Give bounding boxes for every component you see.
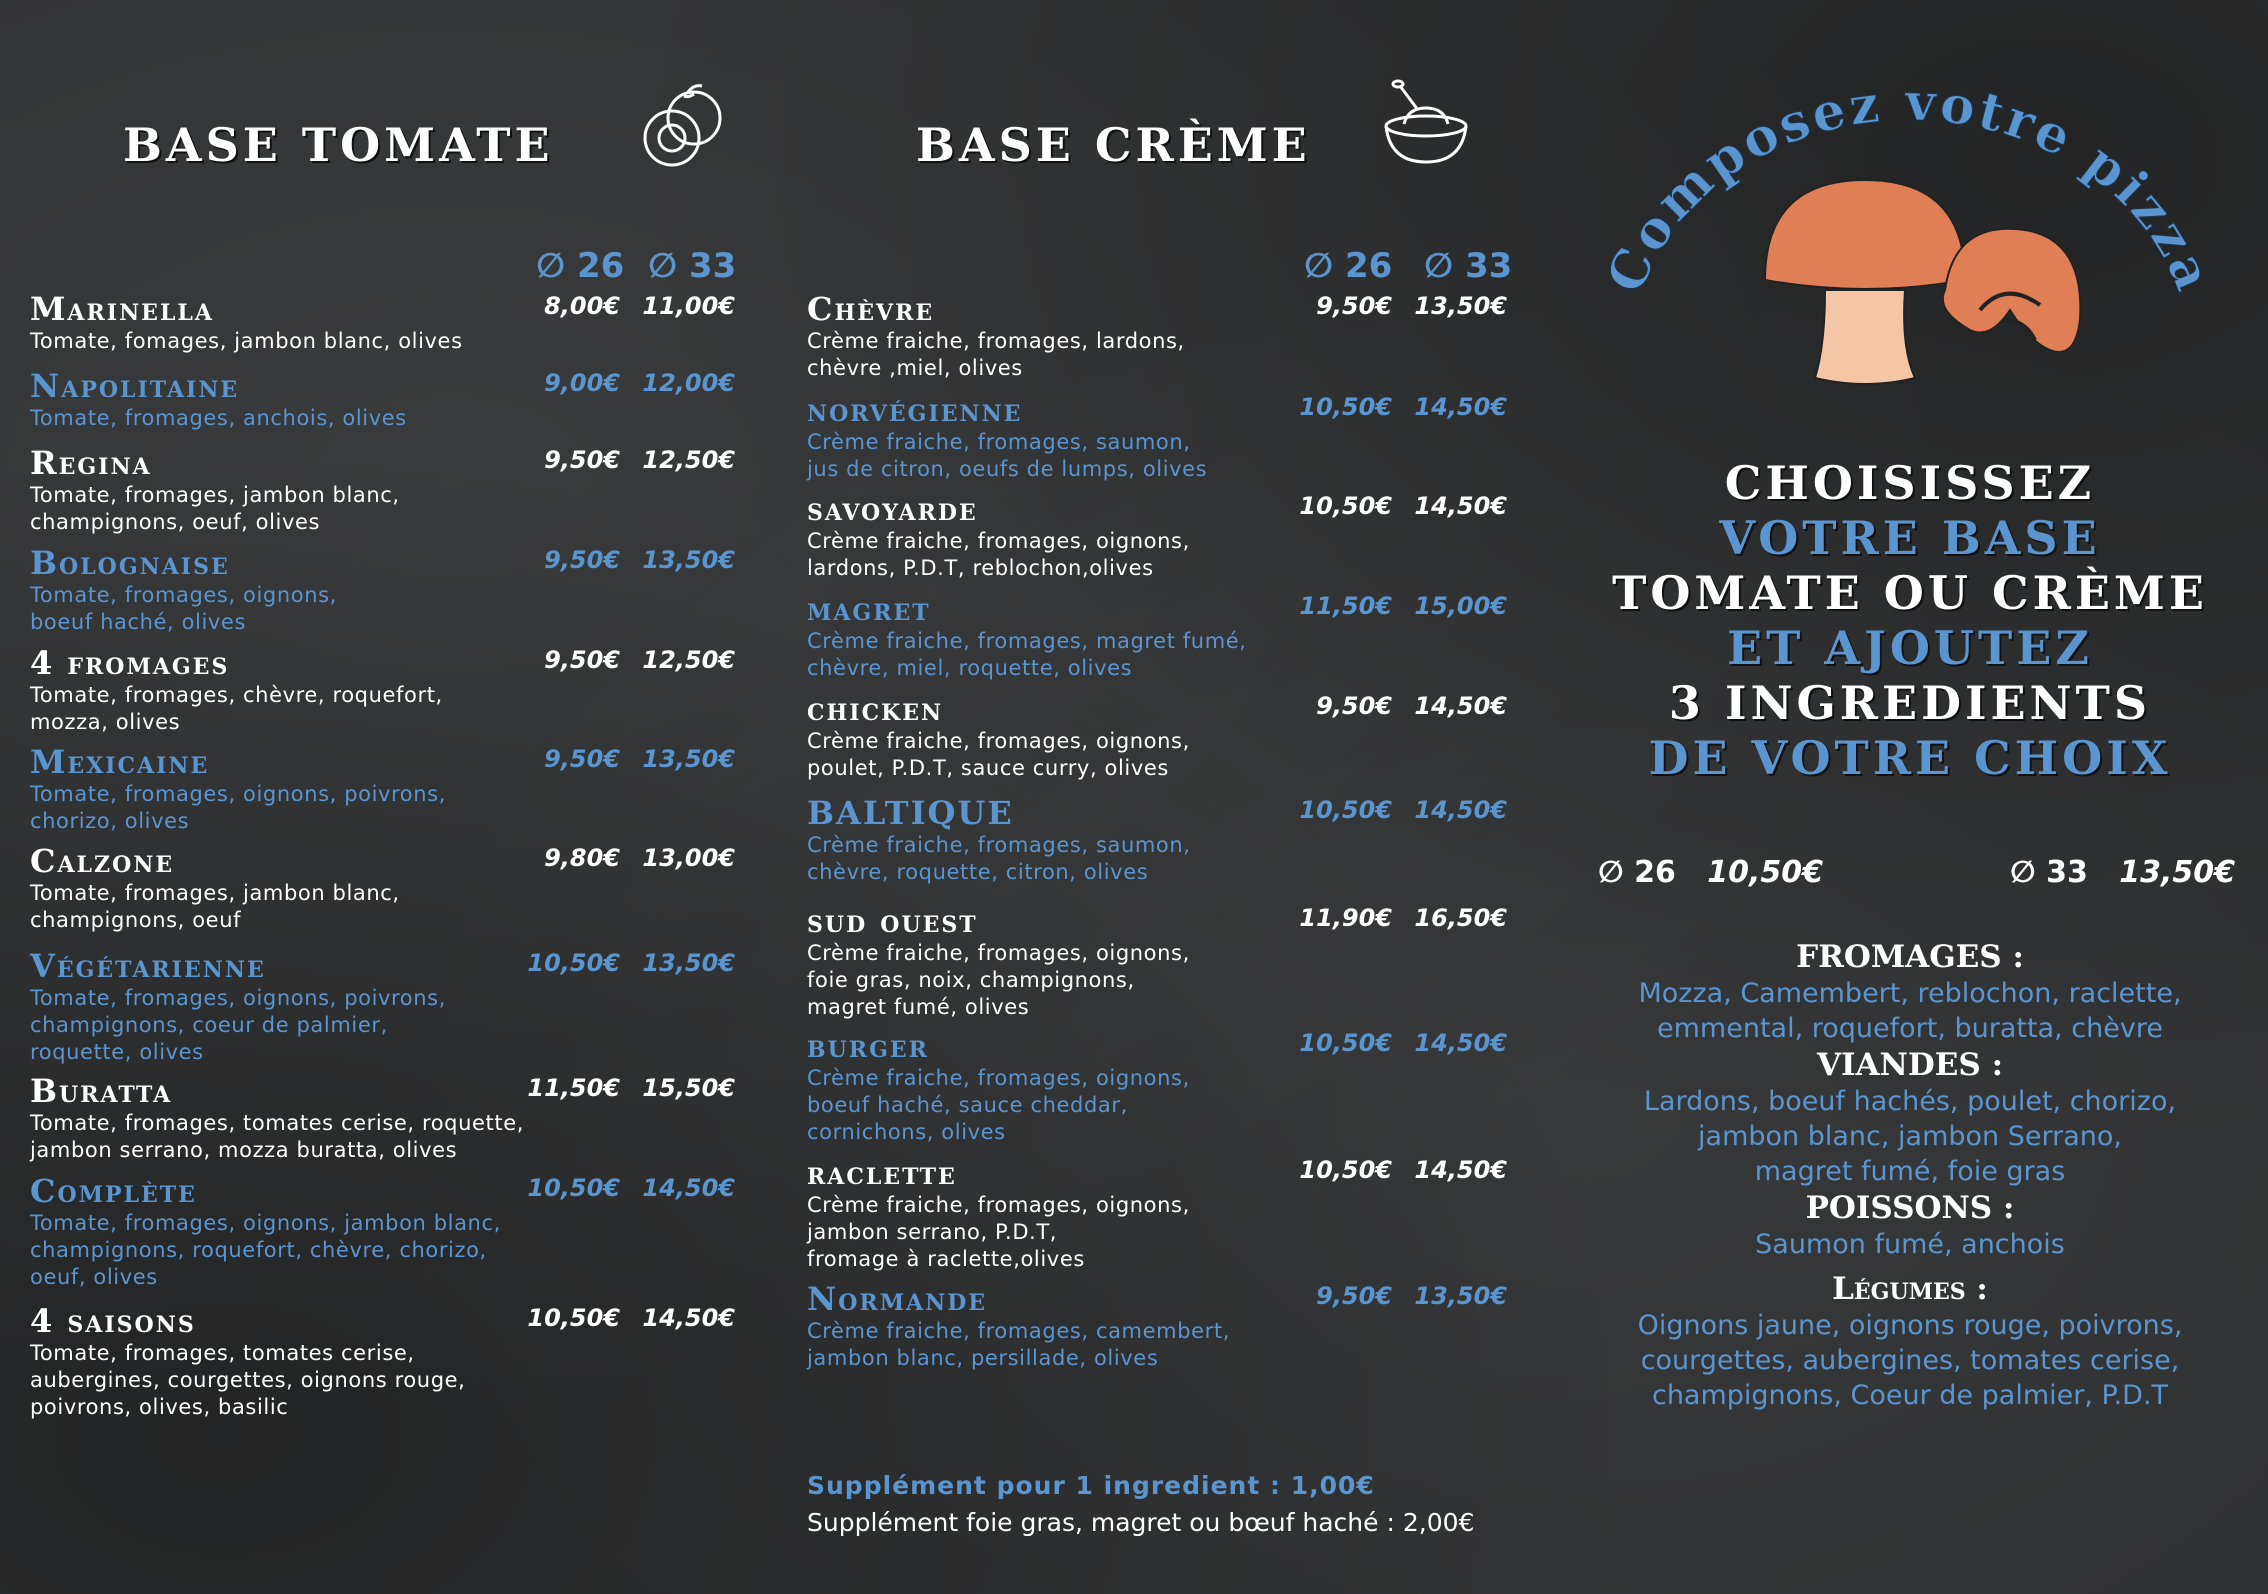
price-33: 12,50€: [642, 646, 735, 674]
price-26: 9,50€: [544, 546, 620, 574]
price-33: 13,50€: [1414, 1282, 1507, 1310]
pizza-name: Végétarienne: [30, 947, 266, 985]
menu-item: [807, 391, 1547, 483]
pizza-name: Calzone: [30, 842, 175, 880]
pizza-description: Crème fraiche, fromages, oignons, poulet, P.D.T, sauce curry, olives: [807, 729, 1190, 780]
pizza-name: chicken: [807, 690, 944, 728]
menu-item: [807, 1154, 1547, 1273]
pizza-description: Tomate, fromages, oignons, poivrons, chorizo, olives: [30, 782, 446, 833]
size-33-label: ∅ 33: [648, 246, 737, 286]
price-26: 10,50€: [1299, 796, 1392, 824]
pizza-description: Crème fraiche, fromages, oignons, foie gras, noix, champignons, magret fumé, olives: [807, 941, 1190, 1019]
price-33: 13,50€: [642, 745, 735, 773]
price-33: 13,00€: [642, 844, 735, 872]
menu-item: [807, 590, 1547, 682]
price-26: 9,50€: [1316, 292, 1392, 320]
cat-poissons-list: Saumon fumé, anchois: [1755, 1229, 2065, 1260]
tomate-title: BASE TOMATE: [123, 118, 554, 172]
pizza-description: Tomate, fromages, tomates cerise, aubergines, courgettes, oignons rouge, poivrons, olives, basilic: [30, 1341, 466, 1419]
price-33: 14,50€: [642, 1304, 735, 1332]
pizza-description: Tomate, fromages, oignons, jambon blanc, champignons, roquefort, chèvre, chorizo, oeuf, olives: [30, 1211, 501, 1289]
pizza-description: Tomate, fromages, jambon blanc, champignons, oeuf, olives: [30, 483, 400, 534]
pizza-description: Tomate, fromages, tomates cerise, roquette, jambon serrano, mozza buratta, olives: [30, 1111, 524, 1162]
pizza-name: Bolognaise: [30, 544, 230, 582]
pizza-description: Tomate, fromages, oignons, boeuf haché, olives: [30, 583, 337, 634]
menu-item: [30, 1072, 770, 1164]
price-26: 10,50€: [1299, 1029, 1392, 1057]
menu-item: [30, 947, 770, 1066]
cat-viandes-list: Lardons, boeuf hachés, poulet, chorizo, jambon blanc, jambon Serrano, magret fumé, foie gras: [1643, 1086, 2177, 1187]
price-33: 12,00€: [642, 369, 735, 397]
menu-item: [807, 290, 1547, 382]
menu-item: [30, 367, 770, 432]
menu-item: [30, 1172, 770, 1291]
price-26: 9,50€: [1316, 692, 1392, 720]
pizza-description: Tomate, fomages, jambon blanc, olives: [30, 329, 463, 353]
menu-item: [30, 444, 770, 536]
pizza-description: Crème fraiche, fromages, lardons, chèvre ,miel, olives: [807, 329, 1185, 380]
pizza-name: BALTIQUE: [807, 794, 1014, 832]
price-33: 12,50€: [642, 446, 735, 474]
menu-item: [30, 1302, 770, 1421]
pizza-name: Mexicaine: [30, 743, 210, 781]
pizza-name: sud ouest: [807, 902, 978, 940]
price-26: 10,50€: [1299, 492, 1392, 520]
pizza-name: burger: [807, 1027, 929, 1065]
menu-item: [30, 644, 770, 736]
supplement-2: Supplément foie gras, magret ou bœuf haché : 2,00€: [807, 1508, 1475, 1537]
pizza-name: savoyarde: [807, 490, 978, 528]
svg-text:Composez votre pizza: Composez votre pizza: [1594, 71, 2226, 302]
price-26: 9,00€: [544, 369, 620, 397]
size-33-label: ∅ 33: [2010, 855, 2088, 890]
pizza-name: magret: [807, 590, 931, 628]
price-26: 10,50€: [1299, 1156, 1392, 1184]
pizza-description: Crème fraiche, fromages, oignons, boeuf haché, sauce cheddar, cornichons, olives: [807, 1066, 1190, 1144]
price-26: 9,50€: [544, 446, 620, 474]
price-33: 14,50€: [1414, 692, 1507, 720]
supplement-1: Supplément pour 1 ingredient : 1,00€: [807, 1471, 1375, 1500]
pizza-name: norvégienne: [807, 391, 1023, 429]
pizza-description: Crème fraiche, fromages, saumon, jus de citron, oeufs de lumps, olives: [807, 430, 1208, 481]
size-26-label: ∅ 26: [1304, 246, 1393, 286]
price-26: 9,50€: [544, 646, 620, 674]
pizza-name: 4 fromages: [30, 644, 230, 682]
pizza-description: Crème fraiche, fromages, oignons, jambon serrano, P.D.T, fromage à raclette,olives: [807, 1193, 1190, 1271]
menu-item: [807, 690, 1547, 782]
cat-legumes-list: Oignons jaune, oignons rouge, poivrons, courgettes, aubergines, tomates cerise, champignons, Coeur de palmier, P.D.T: [1637, 1310, 2183, 1411]
price-26: 10,50€: [1299, 393, 1392, 421]
menu-item: [30, 290, 770, 355]
tomate-size-header: [536, 246, 736, 286]
size-33-label: ∅ 33: [1424, 246, 1513, 286]
menu-item: [807, 490, 1547, 582]
cream-bowl-icon: [1378, 76, 1474, 172]
price-26: 8,00€: [544, 292, 620, 320]
compose-price-small: [1598, 855, 1823, 890]
price-26: 10,50€: [1707, 855, 1824, 890]
pizza-description: Crème fraiche, fromages, camembert, jambon blanc, persillade, olives: [807, 1319, 1230, 1370]
tomato-icon: [636, 76, 732, 172]
price-26: 9,50€: [544, 745, 620, 773]
pizza-name: Chèvre: [807, 290, 935, 328]
price-33: 15,50€: [642, 1074, 735, 1102]
pizza-name: 4 saisons: [30, 1302, 196, 1340]
compose-line-1: CHOISISSEZ: [1724, 456, 2096, 510]
price-33: 13,50€: [2119, 855, 2236, 890]
cat-viandes-title: VIANDES :: [1816, 1047, 2004, 1083]
price-33: 14,50€: [1414, 796, 1507, 824]
pizza-description: Crème fraiche, fromages, oignons, lardons, P.D.T, reblochon,olives: [807, 529, 1190, 580]
pizza-description: Tomate, fromages, anchois, olives: [30, 406, 407, 430]
pizza-name: Marinella: [30, 290, 214, 328]
price-33: 14,50€: [642, 1174, 735, 1202]
ingredient-categories: [1590, 938, 2230, 1413]
pizza-description: Crème fraiche, fromages, saumon, chèvre, roquette, citron, olives: [807, 833, 1191, 884]
cat-fromages-title: FROMAGES :: [1796, 939, 2024, 975]
price-33: 13,50€: [642, 546, 735, 574]
pizza-description: Tomate, fromages, oignons, poivrons, champignons, coeur de palmier, roquette, olives: [30, 986, 446, 1064]
price-33: 16,50€: [1414, 904, 1507, 932]
pizza-name: Complète: [30, 1172, 197, 1210]
cat-poissons-title: POISSONS :: [1805, 1190, 2015, 1226]
price-33: 11,00€: [642, 292, 735, 320]
pizza-description: Crème fraiche, fromages, magret fumé, chèvre, miel, roquette, olives: [807, 629, 1247, 680]
size-26-label: ∅ 26: [536, 246, 625, 286]
compose-line-4: ET AJOUTEZ: [1727, 621, 2093, 675]
mushroom-icon: [1745, 170, 2095, 390]
compose-line-6: DE VOTRE CHOIX: [1648, 731, 2172, 785]
price-26: 10,50€: [527, 949, 620, 977]
price-26: 9,80€: [544, 844, 620, 872]
size-26-label: ∅ 26: [1598, 855, 1676, 890]
pizza-description: Tomate, fromages, chèvre, roquefort, mozza, olives: [30, 683, 443, 734]
price-26: 9,50€: [1316, 1282, 1392, 1310]
pizza-name: Normande: [807, 1280, 988, 1318]
price-26: 11,90€: [1299, 904, 1392, 932]
price-26: 10,50€: [527, 1304, 620, 1332]
pizza-name: Buratta: [30, 1072, 173, 1110]
price-26: 10,50€: [527, 1174, 620, 1202]
menu-item: [807, 794, 1547, 886]
menu-item: [30, 544, 770, 636]
price-26: 11,50€: [527, 1074, 620, 1102]
menu-item: [807, 1027, 1547, 1146]
pizza-name: Regina: [30, 444, 152, 482]
menu-item: [30, 743, 770, 835]
compose-line-2: VOTRE BASE: [1719, 511, 2101, 565]
price-33: 15,00€: [1414, 592, 1507, 620]
price-33: 14,50€: [1414, 1156, 1507, 1184]
compose-line-3: TOMATE OU CRÈME: [1612, 566, 2208, 620]
pizza-name: raclette: [807, 1154, 957, 1192]
pizza-description: Tomate, fromages, jambon blanc, champignons, oeuf: [30, 881, 400, 932]
cat-legumes-title: Légumes :: [1832, 1271, 1988, 1307]
price-33: 14,50€: [1414, 1029, 1507, 1057]
creme-size-header: [1304, 246, 1512, 286]
menu-item: [807, 1280, 1547, 1372]
price-26: 11,50€: [1299, 592, 1392, 620]
price-33: 14,50€: [1414, 492, 1507, 520]
compose-line-5: 3 INGREDIENTS: [1668, 676, 2152, 730]
cat-fromages-list: Mozza, Camembert, reblochon, raclette, emmental, roquefort, buratta, chèvre: [1638, 978, 2182, 1044]
compose-price-large: [2010, 855, 2235, 890]
creme-title: BASE CRÈME: [916, 118, 1311, 172]
price-33: 13,50€: [642, 949, 735, 977]
menu-item: [807, 902, 1547, 1021]
price-33: 14,50€: [1414, 393, 1507, 421]
price-33: 13,50€: [1414, 292, 1507, 320]
menu-item: [30, 842, 770, 934]
pizza-name: Napolitaine: [30, 367, 240, 405]
